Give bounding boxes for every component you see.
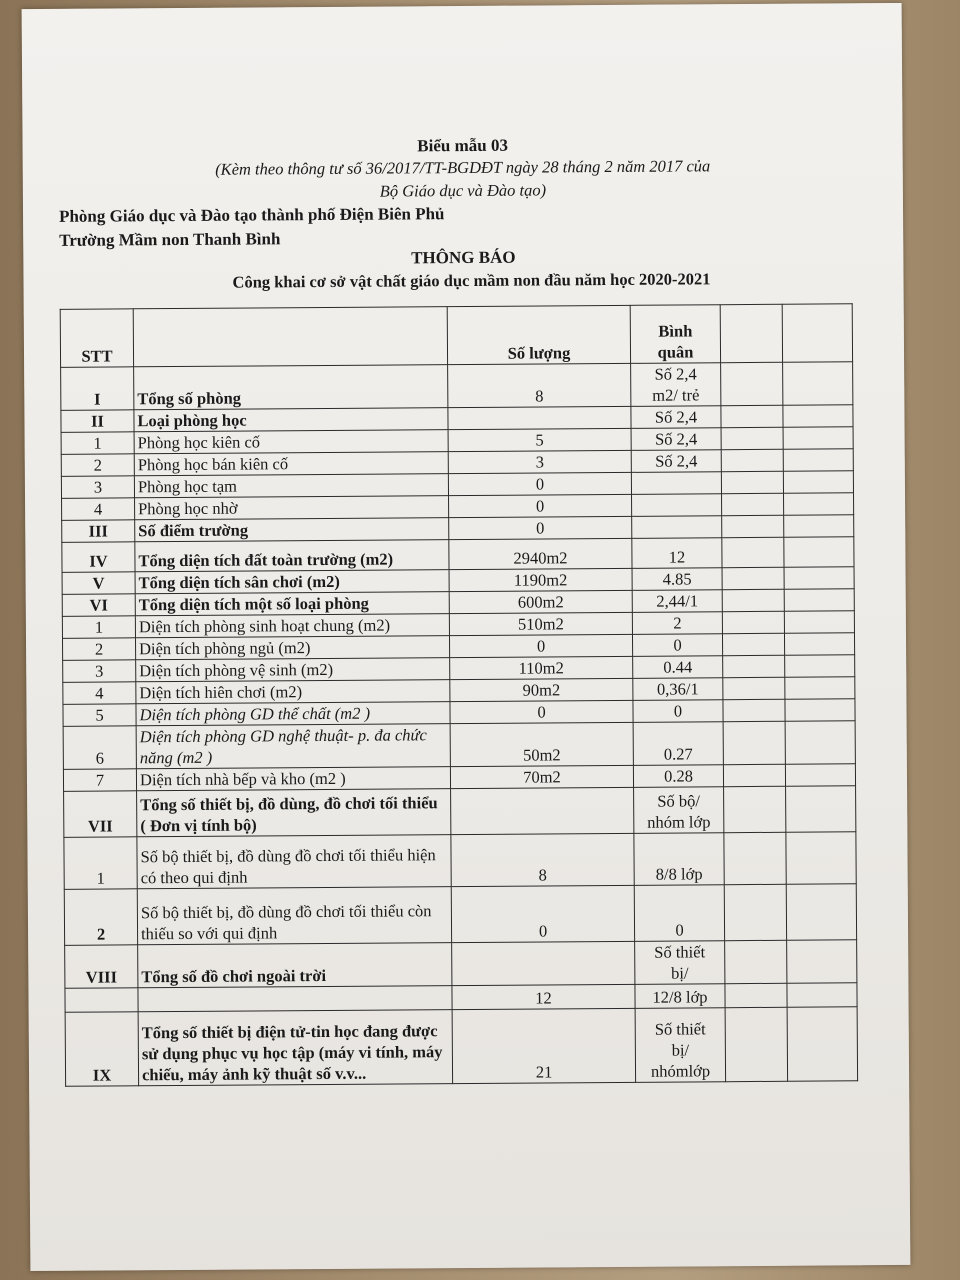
row-quantity: 3 (448, 450, 631, 473)
row-average: Số thiết bị/ (635, 941, 725, 985)
row-empty-cell (723, 677, 785, 699)
row-item-name: Diện tích phòng vệ sinh (m2) (136, 658, 450, 682)
row-empty-cell (723, 721, 785, 764)
row-empty-cell (721, 427, 783, 449)
row-empty-cell (783, 362, 853, 405)
row-stt: II (61, 410, 134, 433)
row-item-name: Tổng số thiết bị, đồ dùng, đồ chơi tối thiểu ( Đơn vị tính bộ) (137, 789, 451, 837)
row-stt: 1 (64, 837, 137, 890)
row-average: 2,44/1 (632, 590, 722, 613)
attachment-note-line2: Bộ Giáo dục và Đào tạo) (379, 180, 547, 201)
row-stt (65, 988, 138, 1013)
row-stt: 2 (61, 454, 134, 477)
header-stt: STT (60, 309, 133, 368)
row-empty-cell (784, 515, 854, 537)
notice-subtitle: Công khai cơ sở vật chất giáo dục mầm non đầu năm học 2020-2021 (232, 269, 711, 292)
row-quantity: 0 (450, 700, 633, 723)
row-average: 4.85 (632, 568, 722, 591)
row-empty-cell (784, 589, 854, 611)
row-quantity: 2940m2 (449, 538, 632, 569)
row-empty-cell (785, 699, 855, 721)
row-item-name: Tổng diện tích một số loại phòng (135, 592, 449, 616)
row-stt: 3 (61, 476, 134, 499)
row-empty-cell (722, 633, 784, 655)
row-empty-cell (725, 940, 787, 983)
row-stt: 1 (62, 616, 135, 639)
row-empty-cell (783, 405, 853, 427)
row-item-name: Tổng số thiết bị điện tử-tin học đang được sử dụng phục vụ học tập (máy vi tính, máy chiếu, máy ảnh kỹ thuật số v.v... (138, 1010, 453, 1086)
row-stt: 2 (64, 889, 137, 946)
row-item-name: Số điểm trường (135, 518, 449, 542)
row-empty-cell (724, 832, 786, 884)
row-average: 0.27 (633, 722, 723, 766)
row-empty-cell (723, 655, 785, 677)
row-quantity: 0 (449, 634, 632, 657)
row-empty-cell (721, 362, 783, 405)
row-empty-cell (725, 1007, 788, 1081)
table-row (64, 832, 856, 890)
row-item-name: Diện tích phòng GD thể chất (m2 ) (136, 702, 450, 726)
row-empty-cell (786, 786, 856, 832)
row-item-name: Phòng học bán kiên cố (134, 452, 448, 476)
row-stt: 2 (62, 638, 135, 661)
table-row (65, 940, 857, 989)
row-item-name: Tổng số đồ chơi ngoài trời (138, 943, 452, 988)
row-item-name: Diện tích phòng ngủ (m2) (135, 636, 449, 660)
row-stt: 5 (63, 704, 136, 727)
row-stt: III (62, 520, 135, 543)
row-stt: 3 (63, 660, 136, 683)
row-quantity: 70m2 (450, 765, 633, 788)
row-empty-cell (722, 537, 784, 567)
header-item (133, 307, 447, 367)
row-item-name: Phòng học kiên cố (134, 430, 448, 454)
row-empty-cell (787, 1007, 858, 1081)
table-row (63, 721, 855, 770)
row-average (631, 472, 721, 495)
notice-heading: THÔNG BÁO (411, 247, 516, 268)
row-empty-cell (721, 405, 783, 427)
form-title: Biểu mẫu 03 (417, 135, 508, 156)
header-empty-col (782, 304, 852, 362)
header-empty-col (720, 304, 782, 362)
row-quantity (452, 941, 635, 985)
row-empty-cell (721, 471, 783, 493)
row-item-name: Diện tích phòng GD nghệ thuật- p. đa chức năng (m2 ) (136, 724, 450, 769)
row-average: Số thiết bị/ nhómlớp (635, 1008, 726, 1083)
row-empty-cell (783, 449, 853, 471)
row-item-name: Loại phòng học (134, 408, 448, 432)
row-quantity: 90m2 (450, 678, 633, 701)
row-empty-cell (724, 786, 786, 832)
row-stt: IV (62, 542, 135, 573)
row-item-name: Tổng diện tích đất toàn trường (m2) (135, 540, 449, 572)
row-stt: V (62, 572, 135, 595)
row-item-name (138, 986, 452, 1012)
row-empty-cell (784, 611, 854, 633)
row-quantity: 21 (452, 1008, 636, 1083)
row-stt: VI (62, 594, 135, 617)
department-name: Phòng Giáo dục và Đào tạo thành phố Điện Biên Phủ (58, 204, 445, 226)
row-quantity: 0 (449, 494, 632, 517)
row-empty-cell (784, 537, 854, 567)
row-item-name: Diện tích phòng sinh hoạt chung (m2) (135, 614, 449, 638)
facilities-table (60, 303, 858, 1087)
row-quantity: 0 (449, 516, 632, 539)
row-item-name: Diện tích hiên chơi (m2) (136, 680, 450, 704)
row-quantity: 5 (448, 428, 631, 451)
row-item-name: Tổng diện tích sân chơi (m2) (135, 570, 449, 594)
row-stt: IX (65, 1012, 139, 1087)
row-empty-cell (786, 884, 856, 940)
row-average: 12 (632, 538, 722, 569)
row-empty-cell (785, 655, 855, 677)
row-empty-cell (723, 699, 785, 721)
row-quantity: 600m2 (449, 590, 632, 613)
paper-sheet (22, 3, 911, 1271)
row-empty-cell (787, 940, 857, 983)
table-row (65, 1007, 857, 1087)
row-quantity: 8 (448, 363, 631, 407)
row-average (632, 516, 722, 539)
row-item-name: Số bộ thiết bị, đồ dùng đồ chơi tối thiểu hiện có theo qui định (137, 835, 451, 889)
row-average: 0,36/1 (633, 678, 723, 701)
row-empty-cell (722, 515, 784, 537)
row-empty-cell (723, 764, 785, 786)
row-empty-cell (722, 589, 784, 611)
table-header-row (60, 304, 852, 368)
row-item-name: Phòng học nhờ (135, 496, 449, 520)
row-stt: 4 (63, 682, 136, 705)
row-empty-cell (724, 884, 786, 940)
row-quantity (451, 787, 634, 834)
row-average: 8/8 lớp (634, 833, 724, 886)
row-stt: 7 (63, 769, 136, 792)
row-average: Số bộ/ nhóm lớp (634, 787, 724, 834)
row-average: Số 2,4 (631, 428, 721, 451)
table-row (64, 884, 856, 946)
row-empty-cell (721, 449, 783, 471)
row-stt: I (61, 367, 134, 411)
row-empty-cell (783, 427, 853, 449)
row-empty-cell (787, 983, 857, 1007)
school-name: Trường Mầm non Thanh Bình (59, 229, 281, 250)
row-empty-cell (722, 567, 784, 589)
row-item-name: Diện tích nhà bếp và kho (m2 ) (136, 767, 450, 791)
row-quantity: 12 (452, 984, 635, 1009)
row-stt: 1 (61, 432, 134, 455)
row-empty-cell (784, 493, 854, 515)
row-quantity: 8 (451, 833, 634, 886)
row-stt: 4 (62, 498, 135, 521)
table-row (64, 786, 856, 838)
row-quantity: 110m2 (450, 656, 633, 679)
row-average: 2 (632, 612, 722, 635)
row-empty-cell (783, 471, 853, 493)
row-empty-cell (786, 832, 856, 884)
attachment-note-line1: (Kèm theo thông tư số 36/2017/TT-BGDĐT ngày 28 tháng 2 năm 2017 của (215, 156, 711, 179)
row-average: 0 (633, 700, 723, 723)
row-empty-cell (784, 567, 854, 589)
row-quantity: 50m2 (450, 722, 633, 766)
row-average: 0 (632, 634, 722, 657)
row-empty-cell (785, 677, 855, 699)
row-quantity (448, 406, 631, 429)
row-quantity: 0 (448, 472, 631, 495)
row-average: 0.28 (633, 765, 723, 788)
row-average: Số 2,4 m2/ trẻ (631, 363, 721, 407)
row-empty-cell (722, 611, 784, 633)
row-quantity: 0 (451, 885, 634, 942)
header-quantity: Số lượng (447, 305, 630, 364)
row-empty-cell (722, 493, 784, 515)
row-average (632, 494, 722, 517)
row-item-name: Phòng học tạm (134, 474, 448, 498)
row-average: Số 2,4 (631, 450, 721, 473)
row-empty-cell (785, 721, 855, 764)
header-average: Bình quân (630, 305, 720, 364)
row-empty-cell (784, 633, 854, 655)
row-average: Số 2,4 (631, 406, 721, 429)
table-row (61, 362, 853, 411)
row-average: 0.44 (633, 656, 723, 679)
row-quantity: 510m2 (449, 612, 632, 635)
row-stt: 6 (63, 726, 136, 770)
row-item-name: Tổng số phòng (134, 365, 448, 410)
row-empty-cell (725, 983, 787, 1007)
row-average: 0 (634, 885, 724, 942)
row-average: 12/8 lớp (635, 984, 725, 1009)
row-empty-cell (785, 764, 855, 786)
row-quantity: 1190m2 (449, 568, 632, 591)
row-stt: VII (64, 791, 137, 838)
row-item-name: Số bộ thiết bị, đồ dùng đồ chơi tối thiểu còn thiếu so với qui định (137, 887, 451, 945)
row-stt: VIII (65, 945, 138, 989)
